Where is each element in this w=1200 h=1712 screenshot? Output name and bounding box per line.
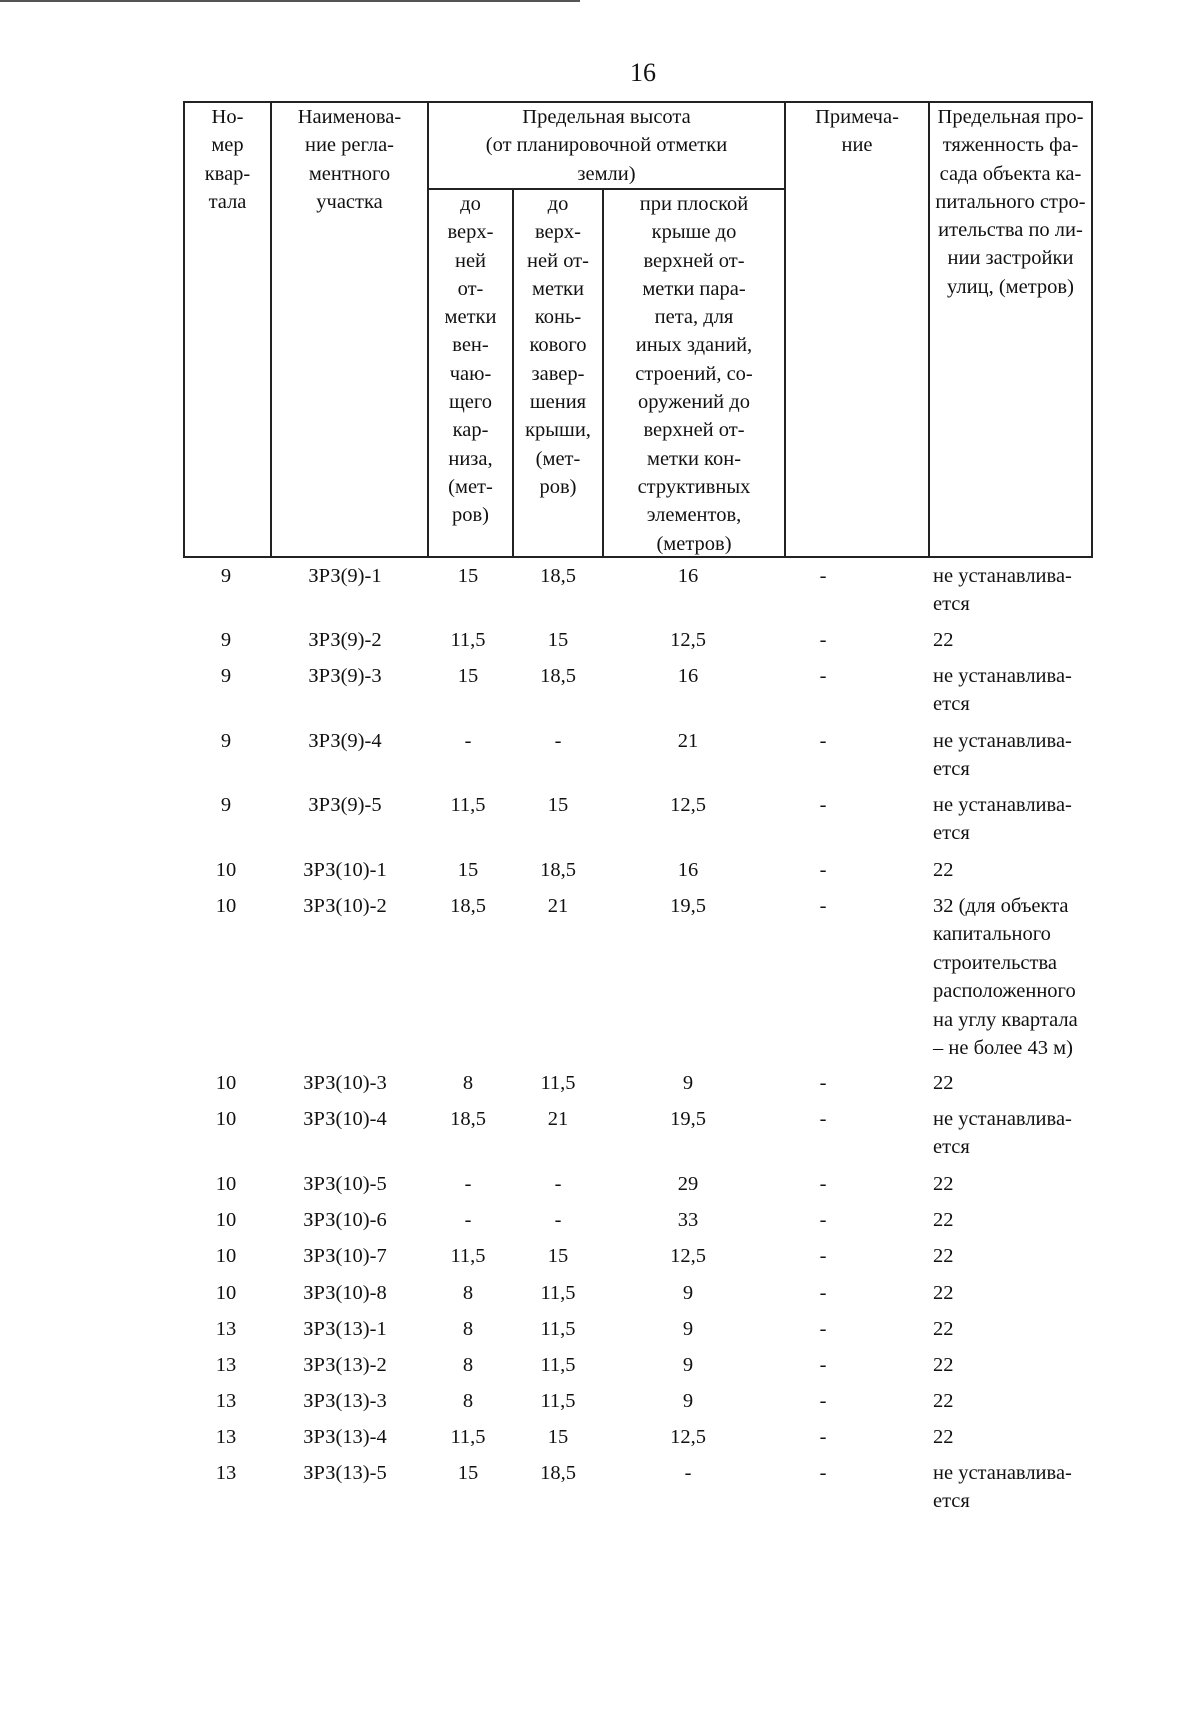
plot-name-cell: ЗРЗ(10)-7 [303, 1245, 387, 1267]
plot-name-cell: ЗРЗ(10)-3 [303, 1072, 387, 1094]
plot-name-cell: ЗРЗ(13)-2 [303, 1354, 387, 1376]
height-flat-roof-cell: 33 [677, 1209, 699, 1231]
plot-name-cell: ЗРЗ(13)-4 [303, 1426, 387, 1448]
height-cornice-cell: 18,5 [450, 1108, 486, 1130]
quarter-cell: 10 [215, 895, 237, 917]
height-ridge-cell: 11,5 [540, 1282, 576, 1304]
height-flat-roof-cell: 9 [682, 1390, 694, 1412]
quarter-cell: 13 [215, 1390, 237, 1412]
header-height-cornice: до верх- ней от- метки вен- чаю- щего кар- низа, (мет- ров) [444, 193, 497, 527]
height-cornice-cell: 11,5 [450, 1245, 486, 1267]
facade-length-cell: 22 [933, 629, 954, 651]
facade-length-cell: 32 (для объекта капитального строительства расположенного на углу квартала – не более 43 м) [933, 895, 1078, 1060]
quarter-cell: 13 [215, 1318, 237, 1340]
quarter-cell: 13 [215, 1354, 237, 1376]
height-flat-roof-cell: 19,5 [670, 1108, 706, 1130]
height-ridge-cell: 15 [547, 1426, 569, 1448]
note-cell: - [819, 565, 827, 587]
facade-length-cell: 22 [933, 1245, 954, 1267]
height-flat-roof-cell: 16 [677, 859, 699, 881]
height-flat-roof-cell: 16 [677, 665, 699, 687]
facade-length-cell: 22 [933, 859, 954, 881]
facade-length-cell: 22 [933, 1426, 954, 1448]
quarter-cell: 13 [215, 1426, 237, 1448]
header-facade-length: Предельная про- тяженность фа- сада объекта ка- питального стро- ительства по ли- нии застройки улиц, (метров) [935, 106, 1086, 298]
height-ridge-cell: 21 [547, 895, 569, 917]
facade-length-cell: 22 [933, 1209, 954, 1231]
facade-length-cell: не устанавлива- ется [933, 565, 1072, 616]
height-cornice-cell: 18,5 [450, 895, 486, 917]
note-cell: - [819, 1209, 827, 1231]
facade-length-cell: 22 [933, 1354, 954, 1376]
plot-name-cell: ЗРЗ(13)-3 [303, 1390, 387, 1412]
note-cell: - [819, 1108, 827, 1130]
height-cornice-cell: - [464, 1173, 472, 1195]
height-flat-roof-cell: 12,5 [670, 1426, 706, 1448]
quarter-cell: 9 [220, 794, 232, 816]
facade-length-cell: 22 [933, 1390, 954, 1412]
height-flat-roof-cell: 9 [682, 1318, 694, 1340]
height-cornice-cell: 15 [457, 1462, 479, 1484]
note-cell: - [819, 1245, 827, 1267]
header-divider-5 [784, 101, 786, 558]
note-cell: - [819, 1390, 827, 1412]
height-ridge-cell: 15 [547, 794, 569, 816]
height-ridge-cell: 11,5 [540, 1390, 576, 1412]
scan-top-line [0, 0, 580, 2]
header-note: Примеча- ние [815, 106, 899, 157]
height-cornice-cell: 15 [457, 859, 479, 881]
quarter-cell: 10 [215, 1209, 237, 1231]
height-ridge-cell: 18,5 [540, 1462, 576, 1484]
note-cell: - [819, 1462, 827, 1484]
quarter-cell: 9 [220, 629, 232, 651]
facade-length-cell: не устанавлива- ется [933, 665, 1072, 716]
header-max-height: Предельная высота (от планировочной отметки земли) [485, 106, 728, 185]
height-cornice-cell: - [464, 730, 472, 752]
height-cornice-cell: 11,5 [450, 1426, 486, 1448]
facade-length-cell: 22 [933, 1282, 954, 1304]
plot-name-cell: ЗРЗ(9)-3 [308, 665, 382, 687]
height-cornice-cell: 8 [462, 1354, 474, 1376]
plot-name-cell: ЗРЗ(10)-8 [303, 1282, 387, 1304]
height-ridge-cell: 18,5 [540, 859, 576, 881]
note-cell: - [819, 1318, 827, 1340]
note-cell: - [819, 859, 827, 881]
quarter-cell: 10 [215, 1245, 237, 1267]
plot-name-cell: ЗРЗ(13)-5 [303, 1462, 387, 1484]
plot-name-cell: ЗРЗ(9)-4 [308, 730, 382, 752]
page-number: 16 [630, 58, 656, 87]
height-cornice-cell: 15 [457, 665, 479, 687]
note-cell: - [819, 794, 827, 816]
height-cornice-cell: - [464, 1209, 472, 1231]
quarter-cell: 10 [215, 1072, 237, 1094]
height-ridge-cell: - [554, 1173, 562, 1195]
plot-name-cell: ЗРЗ(10)-5 [303, 1173, 387, 1195]
height-ridge-cell: 18,5 [540, 665, 576, 687]
height-ridge-cell: 21 [547, 1108, 569, 1130]
plot-name-cell: ЗРЗ(10)-6 [303, 1209, 387, 1231]
height-ridge-cell: 11,5 [540, 1318, 576, 1340]
height-ridge-cell: 15 [547, 629, 569, 651]
facade-length-cell: не устанавлива- ется [933, 794, 1072, 845]
plot-name-cell: ЗРЗ(13)-1 [303, 1318, 387, 1340]
header-plot-name: Наименова- ние регла- ментного участка [297, 106, 402, 213]
height-flat-roof-cell: 9 [682, 1354, 694, 1376]
height-ridge-cell: 15 [547, 1245, 569, 1267]
quarter-cell: 9 [220, 665, 232, 687]
quarter-cell: 9 [220, 730, 232, 752]
quarter-cell: 10 [215, 1282, 237, 1304]
quarter-cell: 10 [215, 1173, 237, 1195]
height-flat-roof-cell: 9 [682, 1282, 694, 1304]
height-cornice-cell: 8 [462, 1282, 474, 1304]
note-cell: - [819, 665, 827, 687]
height-cornice-cell: 15 [457, 565, 479, 587]
quarter-cell: 13 [215, 1462, 237, 1484]
height-cornice-cell: 8 [462, 1390, 474, 1412]
height-ridge-cell: 11,5 [540, 1072, 576, 1094]
table-header [183, 101, 1093, 557]
height-flat-roof-cell: 19,5 [670, 895, 706, 917]
facade-length-cell: не устанавлива- ется [933, 1108, 1072, 1159]
height-ridge-cell: - [554, 730, 562, 752]
height-ridge-cell: - [554, 1209, 562, 1231]
note-cell: - [819, 895, 827, 917]
note-cell: - [819, 1426, 827, 1448]
height-ridge-cell: 18,5 [540, 565, 576, 587]
header-border-right [1091, 101, 1093, 558]
quarter-cell: 10 [215, 1108, 237, 1130]
quarter-cell: 9 [220, 565, 232, 587]
plot-name-cell: ЗРЗ(10)-2 [303, 895, 387, 917]
header-quarter-number: Но- мер квар- тала [204, 106, 251, 213]
height-cornice-cell: 11,5 [450, 794, 486, 816]
height-flat-roof-cell: 16 [677, 565, 699, 587]
height-flat-roof-cell: 21 [677, 730, 699, 752]
height-cornice-cell: 11,5 [450, 629, 486, 651]
height-flat-roof-cell: 12,5 [670, 629, 706, 651]
height-flat-roof-cell: 29 [677, 1173, 699, 1195]
plot-name-cell: ЗРЗ(10)-1 [303, 859, 387, 881]
facade-length-cell: 22 [933, 1318, 954, 1340]
note-cell: - [819, 1354, 827, 1376]
header-height-ridge: до верх- ней от- метки конь- кового завер- шения крыши, (мет- ров) [525, 193, 591, 498]
header-height-flat-roof: при плоской крыше до верхней от- метки пара- пета, для иных зданий, строений, со- оружений до верхней от- метки кон- структивных элементов, (метров) [635, 193, 753, 555]
facade-length-cell: не устанавлива- ется [933, 1462, 1072, 1513]
plot-name-cell: ЗРЗ(9)-1 [308, 565, 382, 587]
facade-length-cell: 22 [933, 1072, 954, 1094]
note-cell: - [819, 629, 827, 651]
facade-length-cell: 22 [933, 1173, 954, 1195]
height-flat-roof-cell: 9 [682, 1072, 694, 1094]
height-cornice-cell: 8 [462, 1072, 474, 1094]
note-cell: - [819, 1173, 827, 1195]
note-cell: - [819, 730, 827, 752]
note-cell: - [819, 1282, 827, 1304]
facade-length-cell: не устанавлива- ется [933, 730, 1072, 781]
height-ridge-cell: 11,5 [540, 1354, 576, 1376]
plot-name-cell: ЗРЗ(9)-2 [308, 629, 382, 651]
plot-name-cell: ЗРЗ(9)-5 [308, 794, 382, 816]
height-cornice-cell: 8 [462, 1318, 474, 1340]
height-flat-roof-cell: - [684, 1462, 692, 1484]
quarter-cell: 10 [215, 859, 237, 881]
height-flat-roof-cell: 12,5 [670, 1245, 706, 1267]
height-flat-roof-cell: 12,5 [670, 794, 706, 816]
note-cell: - [819, 1072, 827, 1094]
plot-name-cell: ЗРЗ(10)-4 [303, 1108, 387, 1130]
